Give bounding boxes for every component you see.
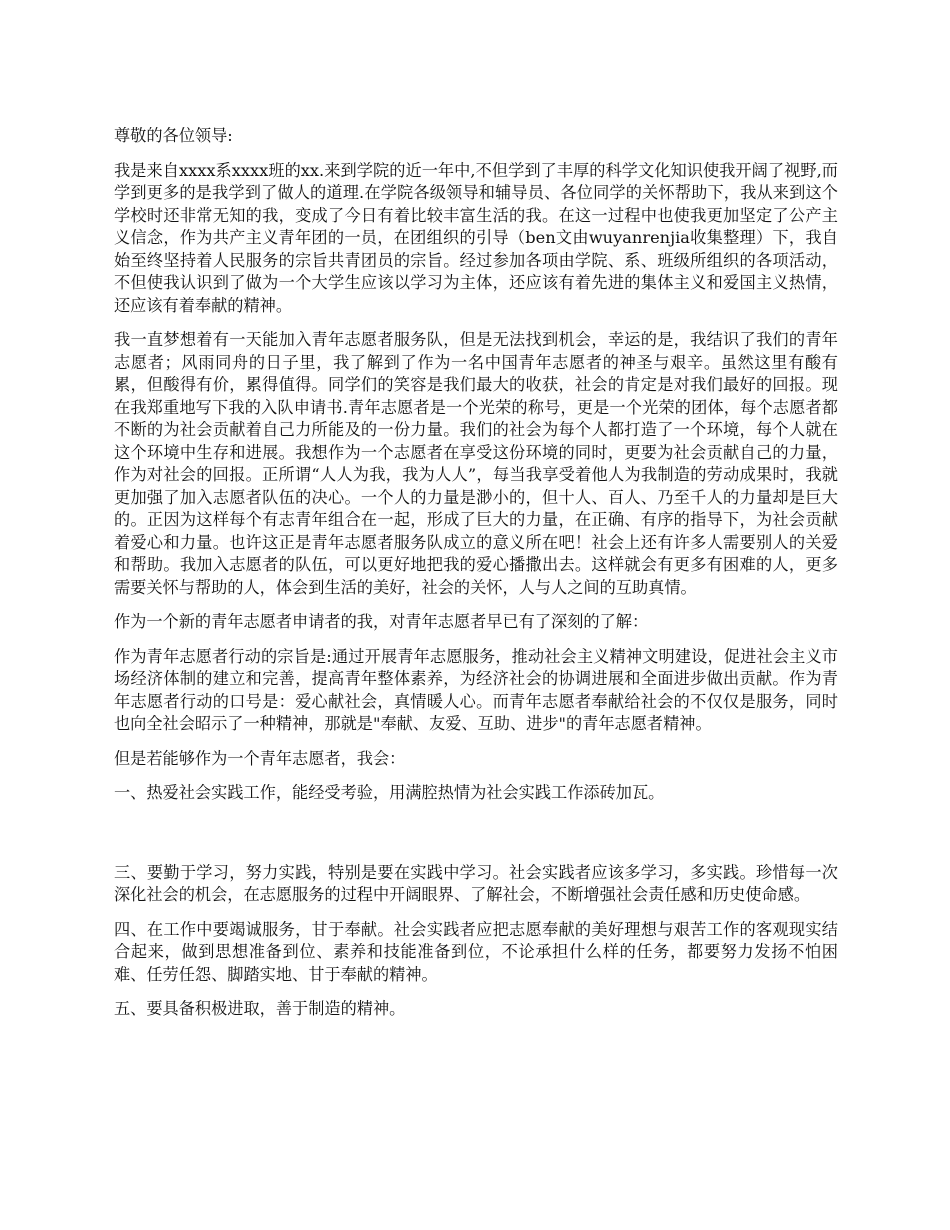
document-body — [114, 125, 838, 1033]
list-item-5: 五、要具备积极进取，善于制造的精神。 — [114, 999, 406, 1018]
salutation: 尊敬的各位领导: — [114, 126, 233, 145]
list-item-1: 一、热爱社会实践工作，能经受考验，用满腔热情为社会实践工作添砖加瓦。 — [114, 783, 665, 802]
blank-gap — [114, 817, 838, 862]
list-item-3: 三、要勤于学习，努力实践，特别是要在实践中学习。社会实践者应该多学习，多实践。珍惜每一次深化社会的机会，在志愿服务的过程中开阔眼界、了解社会，不断增强社会责任感和历史使命感。 — [114, 862, 838, 904]
paragraph-understanding: 作为一个新的青年志愿者申请者的我，对青年志愿者早已有了深刻的了解： — [114, 612, 649, 631]
paragraph-dream: 我一直梦想着有一天能加入青年志愿者服务队，但是无法找到机会，幸运的是，我结识了我们的青年志愿者；风雨同舟的日子里，我了解到了作为一名中国青年志愿者的神圣与艰辛。虽然这里有酸有累，但酸得有价，累得值得。同学们的笑容是我们最大的收获，社会的肯定是对我们最好的回报。现在我郑重地写下我的入队申请书.青年志愿者是一个光荣的称号，更是一个光荣的团体，每个志愿者都不断的为社会贡献着自己力所能及的一份力量。我们的社会为每个人都打造了一个环境，每个人就在这个环境中生存和进展。我想作为一个志愿者在享受这份环境的同时，更要为社会贡献自己的力量，作为对社会的回报。正所谓“人人为我，我为人人”，每当我享受着他人为我制造的劳动成果时，我就更加强了加入志愿者队伍的决心。一个人的力量是渺小的，但十人、百人、乃至千人的力量却是巨大的。正因为这样每个有志青年组合在一起，形成了巨大的力量，在正确、有序的指导下，为社会贡献着爱心和力量。也许这正是青年志愿者服务队成立的意义所在吧！社会上还有许多人需要别人的关爱和帮助。我加入志愿者的队伍，可以更好地把我的爱心播撒出去。这样就会有更多有困难的人，更多需要关怀与帮助的人，体会到生活的美好，社会的关怀，人与人之间的互助真情。 — [114, 330, 838, 597]
list-item-4: 四、在工作中要竭诚服务，甘于奉献。社会实践者应把志愿奉献的美好理想与艰苦工作的客观现实结合起来，做到思想准备到位、素养和技能准备到位，不论承担什么样的任务，都要努力发扬不怕困难、任劳任怨、脚踏实地、甘于奉献的精神。 — [114, 919, 838, 984]
paragraph-purpose: 作为青年志愿者行动的宗旨是:通过开展青年志愿服务，推动社会主义精神文明建设，促进社会主义市场经济体制的建立和完善，提高青年整体素养，为经济社会的协调进展和全面进步做出贡献。作为青年志愿者行动的口号是：爱心献社会，真情暖人心。而青年志愿者奉献给社会的不仅仅是服务，同时也向全社会昭示了一种精神，那就是"奉献、友爱、互助、进步"的青年志愿者精神。 — [114, 646, 838, 733]
paragraph-intro: 我是来自xxxx系xxxx班的xx.来到学院的近一年中,不但学到了丰厚的科学文化知识使我开阔了视野,而学到更多的是我学到了做人的道理.在学院各级领导和辅导员、各位同学的关怀帮助下，我从来到这个学校时还非常无知的我，变成了今日有着比较丰富生活的我。在这一过程中也使我更加坚定了公产主义信念，作为共产主义青年团的一员，在团组织的引导（ben文由wuyanrenjia收集整理）下，我自始至终坚持着人民服务的宗旨共青团员的宗旨。经过参加各项由学院、系、班级所组织的各项活动，不但使我认识到了做为一个大学生应该以学习为主体，还应该有着先进的集体主义和爱国主义热情，还应该有着奉献的精神。 — [114, 160, 838, 315]
paragraph-commitment-intro: 但是若能够作为一个青年志愿者，我会： — [114, 748, 406, 768]
